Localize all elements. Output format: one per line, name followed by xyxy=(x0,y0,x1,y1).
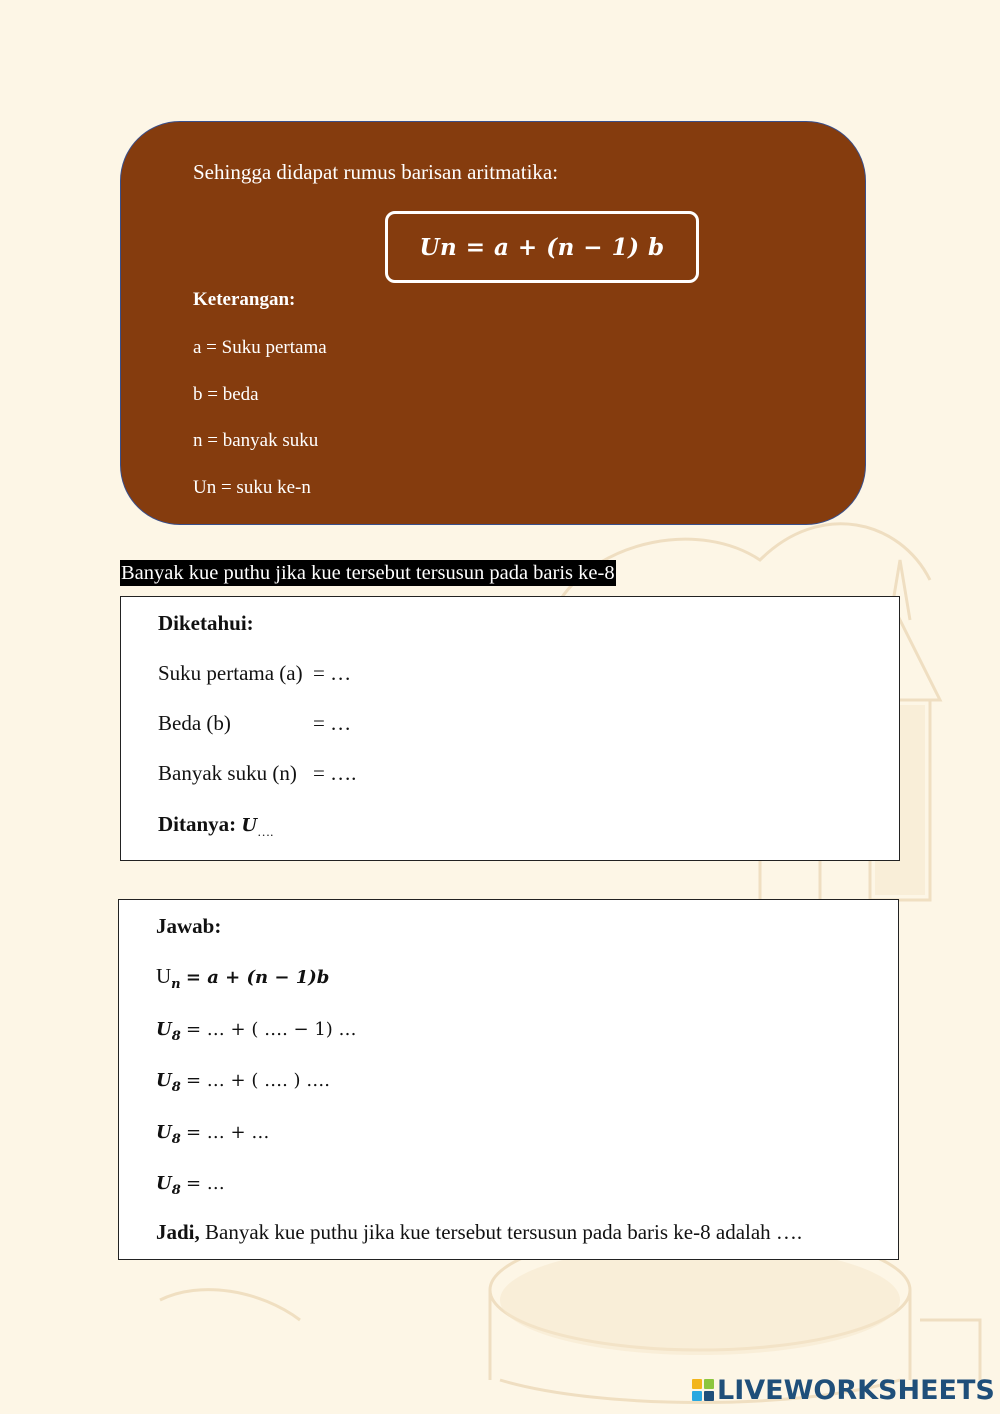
step-line xyxy=(156,1119,269,1147)
logo-mark-icon xyxy=(692,1379,714,1401)
step-rhs[interactable]: = … + … xyxy=(186,1122,270,1143)
known-label: Beda (b) xyxy=(158,711,231,735)
step-rhs[interactable]: = … + ( …. ) …. xyxy=(186,1070,330,1091)
known-value[interactable]: = … xyxy=(313,711,352,735)
step-line xyxy=(156,1067,330,1095)
diketahui-box xyxy=(120,596,900,861)
conclusion-line xyxy=(156,1220,802,1245)
known-label: Banyak suku (n) xyxy=(158,761,297,785)
formula-box: Un = a + (n − 1) b xyxy=(385,211,699,283)
step-lhs: U xyxy=(156,1173,172,1194)
known-row-n xyxy=(158,761,357,786)
known-label: Suku pertama (a) xyxy=(158,661,303,685)
conclusion-text[interactable]: Banyak kue puthu jika kue tersebut tersusun pada baris ke-8 adalah …. xyxy=(199,1220,803,1244)
keterangan-item: n = banyak suku xyxy=(193,430,319,451)
step-line xyxy=(156,1170,225,1198)
ditanya-row xyxy=(158,812,273,840)
known-row-a xyxy=(158,661,352,686)
known-value[interactable]: = … xyxy=(313,661,352,685)
keterangan-item: Un = suku ke-n xyxy=(193,477,311,498)
formula-sub: n xyxy=(171,977,181,992)
step-sub: 8 xyxy=(171,1132,181,1147)
step-sub: 8 xyxy=(171,1029,181,1044)
step-lhs: U xyxy=(156,1019,172,1040)
question-heading: Banyak kue puthu jika kue tersebut tersusun pada baris ke-8 xyxy=(121,562,615,584)
ditanya-value: U xyxy=(241,815,258,836)
formula-rest: = a + (n − 1)b xyxy=(185,967,330,988)
formula-line xyxy=(156,964,329,992)
ditanya-label: Ditanya: xyxy=(158,812,237,836)
step-sub: 8 xyxy=(171,1080,181,1095)
step-sub: 8 xyxy=(171,1183,181,1198)
ditanya-blank[interactable]: …. xyxy=(257,824,274,839)
keterangan-item: a = Suku pertama xyxy=(193,337,327,358)
known-value[interactable]: = …. xyxy=(313,761,357,785)
logo-square xyxy=(704,1379,714,1389)
logo-text: LIVEWORKSHEETS xyxy=(717,1374,995,1406)
logo-square xyxy=(692,1391,702,1401)
formula-card xyxy=(120,121,866,525)
jawab-title: Jawab: xyxy=(156,914,222,938)
logo-square xyxy=(692,1379,702,1389)
step-lhs: U xyxy=(156,1122,172,1143)
logo-square xyxy=(704,1391,714,1401)
step-rhs[interactable]: = … + ( …. − 1) … xyxy=(186,1019,357,1040)
jawab-box xyxy=(118,899,899,1260)
keterangan-title: Keterangan: xyxy=(193,289,296,310)
known-row-b xyxy=(158,711,352,736)
diketahui-title: Diketahui: xyxy=(158,611,254,635)
step-rhs[interactable]: = … xyxy=(186,1173,225,1194)
liveworksheets-logo[interactable] xyxy=(692,1374,995,1406)
keterangan-item: b = beda xyxy=(193,384,259,405)
conclusion-label: Jadi, xyxy=(156,1220,200,1244)
card-intro: Sehingga didapat rumus barisan aritmatika: xyxy=(193,160,559,184)
step-line xyxy=(156,1016,357,1044)
step-lhs: U xyxy=(156,1070,172,1091)
formula-u: U xyxy=(156,964,172,988)
